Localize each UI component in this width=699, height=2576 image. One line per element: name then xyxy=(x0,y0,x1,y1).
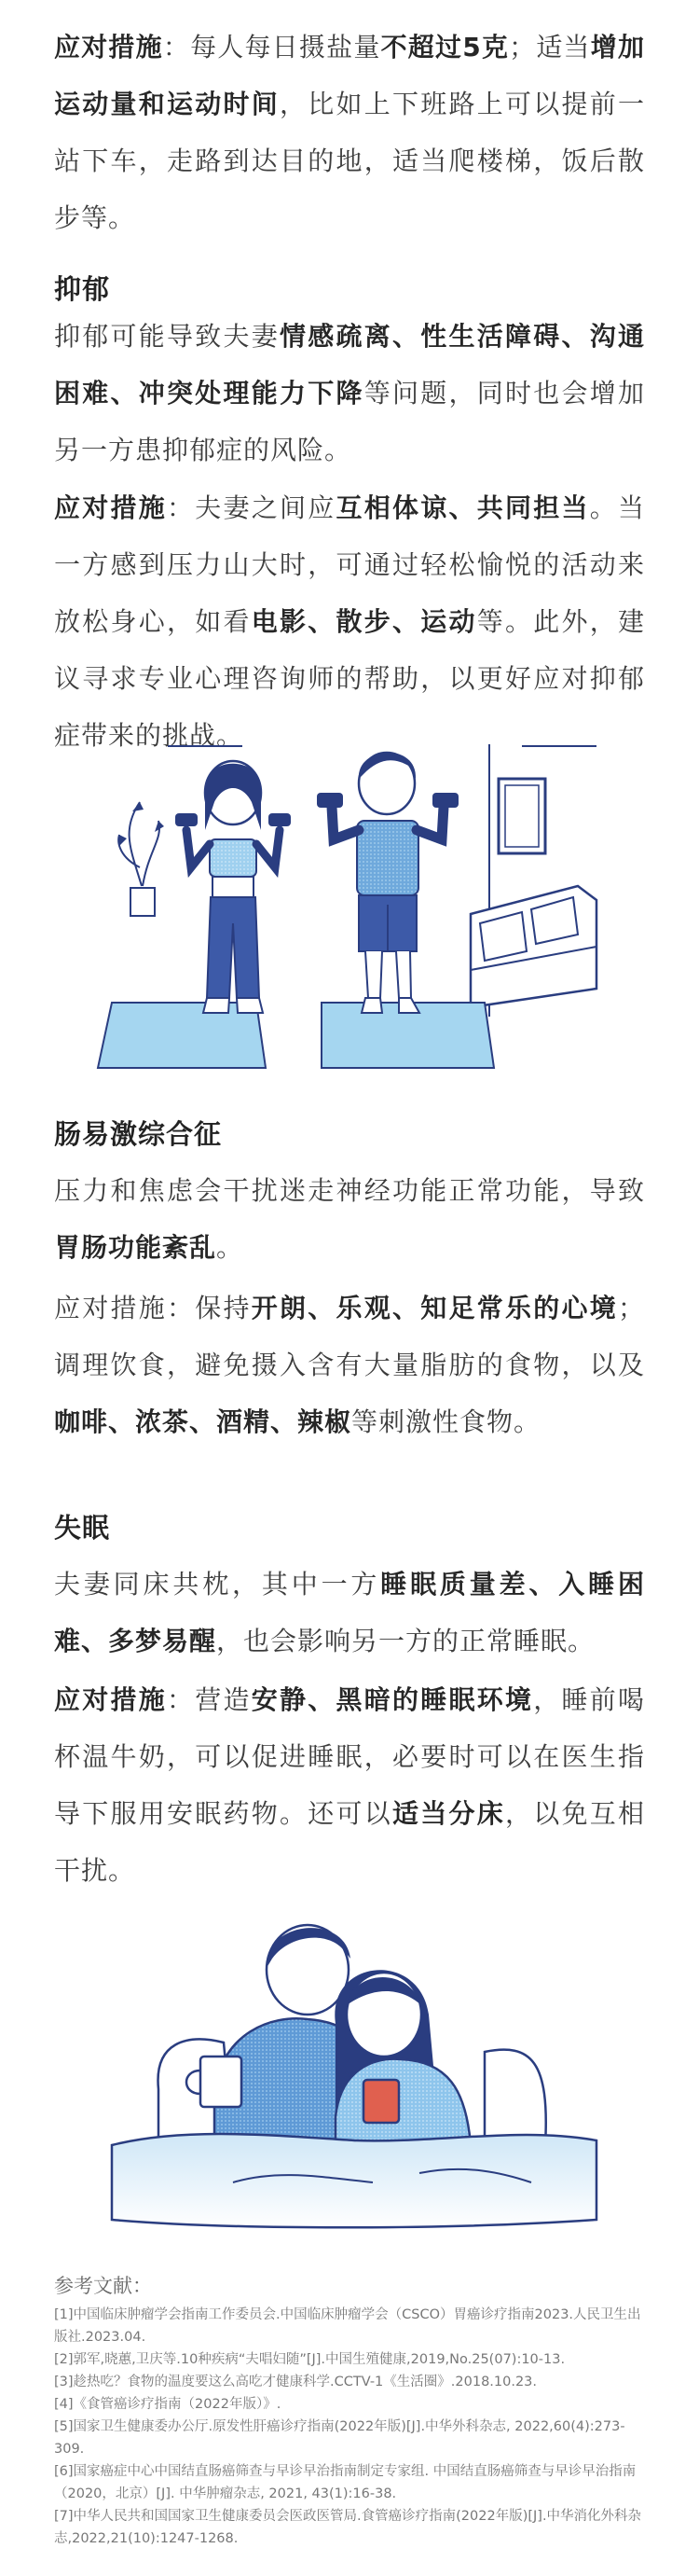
body-text: ：营造 xyxy=(167,1684,252,1715)
emphasized-text: 胃肠功能紊乱 xyxy=(54,1232,217,1263)
reference-item: [5]国家卫生健康委办公厅.原发性肝癌诊疗指南(2022年版)[J].中华外科杂志, 2022,60(4):273-309. xyxy=(54,2419,625,2457)
body-text: 夫妻同床共枕，其中一方 xyxy=(54,1569,381,1600)
body-text: 等。此外，建议寻求专业心理咨询师的帮助，以更好应对抑郁症带来的挑战。 xyxy=(54,606,645,751)
paragraph-ibs-effects xyxy=(54,1162,645,1276)
body-text: ：夫妻之间应 xyxy=(167,492,336,523)
body-text: 抑郁可能导致夫妻 xyxy=(54,321,280,352)
section-heading-insomnia: 失眠 xyxy=(54,1509,110,1546)
emphasized-text: 适当分床 xyxy=(391,1798,505,1829)
paragraph-insomnia-advice xyxy=(54,1671,645,1899)
body-text: ，睡前喝杯温牛奶，可以促进睡眠，必要时可以在医生指导下服用安眠药物。还可以 xyxy=(54,1684,645,1829)
references-title: 参考文献： xyxy=(54,2275,152,2297)
reference-item: [4]《食管癌诊疗指南（2022年版）》. xyxy=(54,2397,281,2412)
body-text: ，比如上下班路上可以提前一站下车，走路到达目的地，适当爬楼梯，饭后散步等。 xyxy=(54,89,645,233)
body-text: ；调理饮食，避免摄入含有大量脂肪的食物，以及 xyxy=(54,1293,645,1380)
reference-item: [6]国家癌症中心中国结直肠癌筛查与早诊早治指南制定专家组. 中国结直肠癌筛查与早诊早治指南（2020，北京）[J]. 中华肿瘤杂志, 2021, 43(1):16-38. xyxy=(54,2464,637,2501)
couple-exercising-illustration xyxy=(0,737,699,1091)
paragraph-ibs-advice xyxy=(54,1280,645,1450)
emphasized-text: 睡眠质量差、入睡困难、多梦易醒 xyxy=(54,1569,645,1656)
emphasized-text: 应对措施 xyxy=(54,492,167,523)
emphasized-text: 情感疏离、性生活障碍、沟通困难、冲突处理能力下降 xyxy=(54,321,645,409)
emphasized-text: 应对措施 xyxy=(54,32,163,62)
emphasized-text: 咖啡、浓茶、酒精、辣椒 xyxy=(54,1406,352,1437)
reference-item: [1]中国临床肿瘤学会指南工作委员会.中国临床肿瘤学会（CSCO）胃癌诊疗指南2023.人民卫生出版社.2023.04. xyxy=(54,2307,641,2345)
emphasized-text: 电影、散步、运动 xyxy=(251,606,477,637)
body-text: ：每人每日摄盐量 xyxy=(162,32,381,62)
reference-item: [7]中华人民共和国国家卫生健康委员会医政医管局.食管癌诊疗指南(2022年版)[J].中华消化外科杂志,2022,21(10):1247-1268. xyxy=(54,2509,642,2546)
section-heading-ibs: 肠易激综合征 xyxy=(54,1115,222,1153)
paragraph-insomnia-effects xyxy=(54,1556,645,1669)
paragraph-salt-advice xyxy=(54,19,645,246)
body-text: 。当一方感到压力山大时，可通过轻松愉悦的活动来放松身心，如看 xyxy=(54,492,645,637)
paragraph-depression-advice xyxy=(54,479,645,764)
emphasized-text: 开朗、乐观、知足常乐的心境 xyxy=(251,1293,618,1323)
emphasized-text: 增加运动量和运动时间 xyxy=(54,32,645,119)
emphasized-text: 应对措施 xyxy=(54,1684,167,1715)
body-text: ，以免互相干扰。 xyxy=(54,1798,645,1886)
section-heading-depression: 抑郁 xyxy=(54,270,110,308)
emphasized-text: 安静、黑暗的睡眠环境 xyxy=(251,1684,534,1715)
paragraph-depression-effects xyxy=(54,308,645,478)
body-text: 压力和焦虑会干扰迷走神经功能正常功能，导致 xyxy=(54,1175,645,1206)
body-text: 等问题，同时也会增加另一方患抑郁症的风险。 xyxy=(54,378,645,465)
body-text: 应对措施：保持 xyxy=(54,1293,252,1323)
reference-item: [3]趁热吃？食物的温度要这么高吃才健康科学.CCTV-1《生活圈》.2018.10.23. xyxy=(54,2375,538,2389)
emphasized-text: 互相体谅、共同担当 xyxy=(336,492,590,523)
reference-item: [2]郭军,晓蕙,卫庆等.10种疾病“夫唱妇随”[J].中国生殖健康,2019,No.25(07):10-13. xyxy=(54,2352,566,2367)
body-text: ；适当 xyxy=(509,32,591,62)
emphasized-text: 不超过5克 xyxy=(380,32,510,62)
references-list xyxy=(54,2304,647,2550)
body-text: 等刺激性食物。 xyxy=(351,1406,541,1437)
couple-in-bed-illustration xyxy=(0,1903,699,2238)
body-text: ，也会影响另一方的正常睡眠。 xyxy=(216,1626,596,1656)
body-text: 。 xyxy=(216,1232,244,1263)
